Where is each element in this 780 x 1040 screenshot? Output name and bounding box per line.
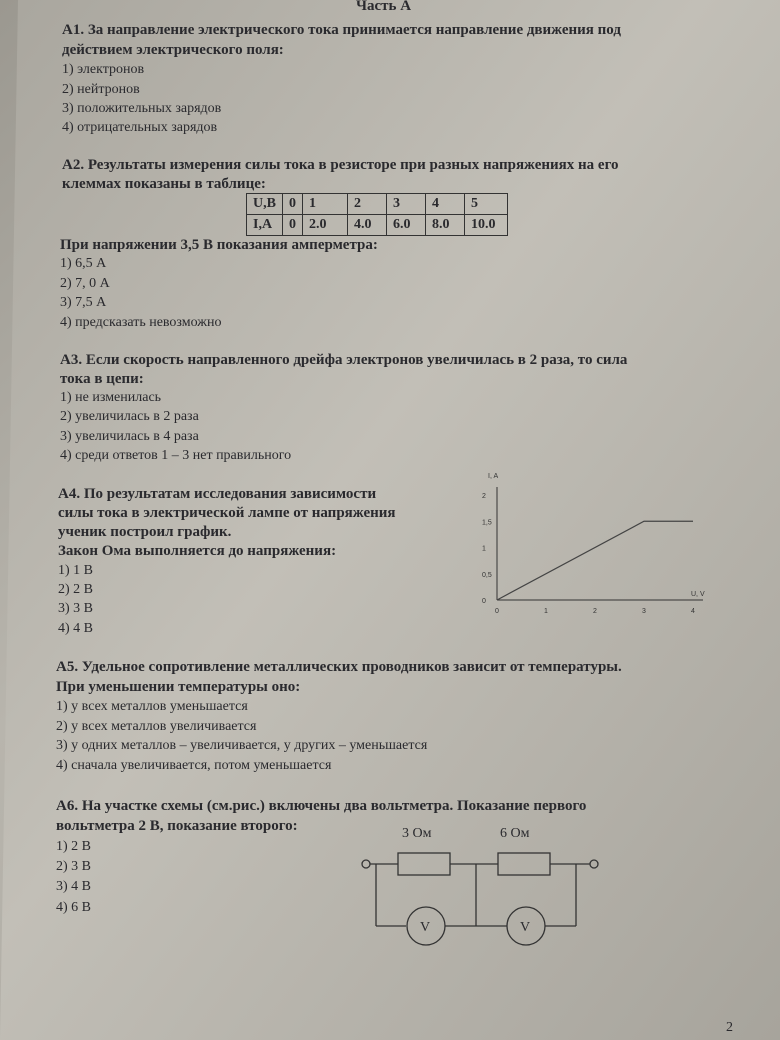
a1-option-1: 1) электронов bbox=[62, 62, 145, 77]
a1-option-4: 4) отрицательных зарядов bbox=[62, 120, 218, 135]
a3-question-line1: А3. Если скорость направленного дрейфа электронов увеличилась в 2 раза, то сила bbox=[60, 352, 628, 368]
a4-question-line3: ученик построил график. bbox=[58, 524, 232, 540]
series-line bbox=[497, 521, 693, 600]
resistor-2-label: 6 Ом bbox=[500, 826, 530, 841]
a6-circuit-diagram bbox=[350, 820, 620, 950]
a6-question-line1: А6. На участке схемы (см.рис.) включены два вольтметра. Показание первого bbox=[56, 798, 587, 814]
table-cell: 4 bbox=[425, 194, 464, 215]
a2-option-4: 4) предсказать невозможно bbox=[60, 315, 222, 330]
resistor-1-label: 3 Ом bbox=[402, 826, 432, 841]
x-tick-label: 2 bbox=[593, 608, 597, 615]
resistor-1 bbox=[398, 853, 450, 875]
table-cell: 2 bbox=[347, 194, 386, 215]
a5-option-1: 1) у всех металлов уменьшается bbox=[56, 699, 248, 714]
a2-option-2: 2) 7, 0 А bbox=[60, 276, 110, 291]
a5-option-4: 4) сначала увеличивается, потом уменьшается bbox=[56, 758, 332, 773]
a3-question-line2: тока в цепи: bbox=[60, 371, 144, 387]
table-cell: 2.0 bbox=[302, 215, 347, 236]
table-cell: 10.0 bbox=[464, 215, 507, 236]
a6-option-3: 3) 4 В bbox=[56, 879, 91, 894]
right-terminal bbox=[590, 860, 598, 868]
page-number: 2 bbox=[726, 1020, 733, 1035]
a5-question-line2: При уменьшении температуры оно: bbox=[56, 679, 301, 695]
table-cell: 3 bbox=[386, 194, 425, 215]
x-axis-label: U, V bbox=[691, 591, 705, 598]
a2-option-1: 1) 6,5 А bbox=[60, 256, 107, 271]
table-cell: 0 bbox=[282, 215, 302, 236]
a5-option-3: 3) у одних металлов – увеличивается, у других – уменьшается bbox=[56, 738, 428, 753]
a4-option-1: 1) 1 В bbox=[58, 563, 93, 578]
a6-question-line2: вольтметра 2 В, показание второго: bbox=[56, 818, 298, 834]
a4-current-voltage-chart bbox=[470, 462, 720, 627]
y-tick-label: 1,5 bbox=[482, 519, 492, 527]
table-cell: 6.0 bbox=[386, 215, 425, 236]
x-tick-label: 1 bbox=[544, 608, 548, 615]
x-tick-label: 3 bbox=[642, 608, 646, 615]
a3-option-3: 3) увеличилась в 4 раза bbox=[60, 429, 199, 444]
table-cell: 1 bbox=[302, 194, 347, 215]
a2-question-line2: клеммах показаны в таблице: bbox=[62, 176, 266, 192]
a6-option-4: 4) 6 В bbox=[56, 900, 91, 915]
table-cell: 4.0 bbox=[347, 215, 386, 236]
table-cell: I,A bbox=[247, 215, 283, 236]
y-tick-label: 1 bbox=[482, 545, 486, 553]
table-row bbox=[247, 215, 508, 236]
a1-option-2: 2) нейтронов bbox=[62, 82, 140, 97]
table-cell: 0 bbox=[282, 194, 302, 215]
a4-question-line1: А4. По результатам исследования зависимости bbox=[58, 486, 377, 502]
a3-option-4: 4) среди ответов 1 – 3 нет правильного bbox=[60, 448, 292, 463]
y-axis-label: I, A bbox=[488, 473, 499, 480]
a4-question-line2: силы тока в электрической лампе от напряжения bbox=[58, 505, 396, 521]
table-cell: 8.0 bbox=[425, 215, 464, 236]
voltmeter-1-symbol: V bbox=[420, 920, 431, 935]
x-tick-label: 0 bbox=[495, 608, 499, 615]
left-terminal bbox=[362, 860, 370, 868]
a2-data-table bbox=[246, 193, 508, 236]
table-cell: 5 bbox=[464, 194, 507, 215]
a4-prompt: Закон Ома выполняется до напряжения: bbox=[58, 543, 337, 559]
resistor-2 bbox=[498, 853, 550, 875]
a6-option-1: 1) 2 В bbox=[56, 839, 91, 854]
a4-option-2: 2) 2 В bbox=[58, 582, 93, 597]
a6-option-2: 2) 3 В bbox=[56, 859, 91, 874]
table-cell: U,B bbox=[247, 194, 283, 215]
y-tick-label: 2 bbox=[482, 493, 486, 500]
a4-option-3: 3) 3 В bbox=[58, 601, 93, 616]
a5-question-line1: А5. Удельное сопротивление металлических проводников зависит от температуры. bbox=[56, 659, 622, 675]
table-row bbox=[247, 194, 508, 215]
voltmeter-2-symbol: V bbox=[520, 920, 531, 935]
a5-option-2: 2) у всех металлов увеличивается bbox=[56, 719, 257, 734]
a2-question-line1: А2. Результаты измерения силы тока в резисторе при разных напряжениях на его bbox=[62, 157, 619, 173]
x-tick-label: 4 bbox=[691, 608, 695, 615]
a4-option-4: 4) 4 В bbox=[58, 621, 93, 636]
a2-prompt: При напряжении 3,5 В показания амперметра: bbox=[60, 237, 378, 253]
a1-question-line1: А1. За направление электрического тока принимается направление движения под bbox=[62, 22, 621, 38]
a3-option-2: 2) увеличилась в 2 раза bbox=[60, 409, 199, 424]
a2-option-3: 3) 7,5 А bbox=[60, 295, 107, 310]
a1-option-3: 3) положительных зарядов bbox=[62, 101, 222, 116]
y-tick-label: 0 bbox=[482, 598, 486, 605]
y-tick-label: 0,5 bbox=[482, 571, 492, 579]
a3-option-1: 1) не изменилась bbox=[60, 390, 162, 405]
a1-question-line2: действием электрического поля: bbox=[62, 42, 284, 58]
part-title: Часть А bbox=[356, 0, 412, 14]
